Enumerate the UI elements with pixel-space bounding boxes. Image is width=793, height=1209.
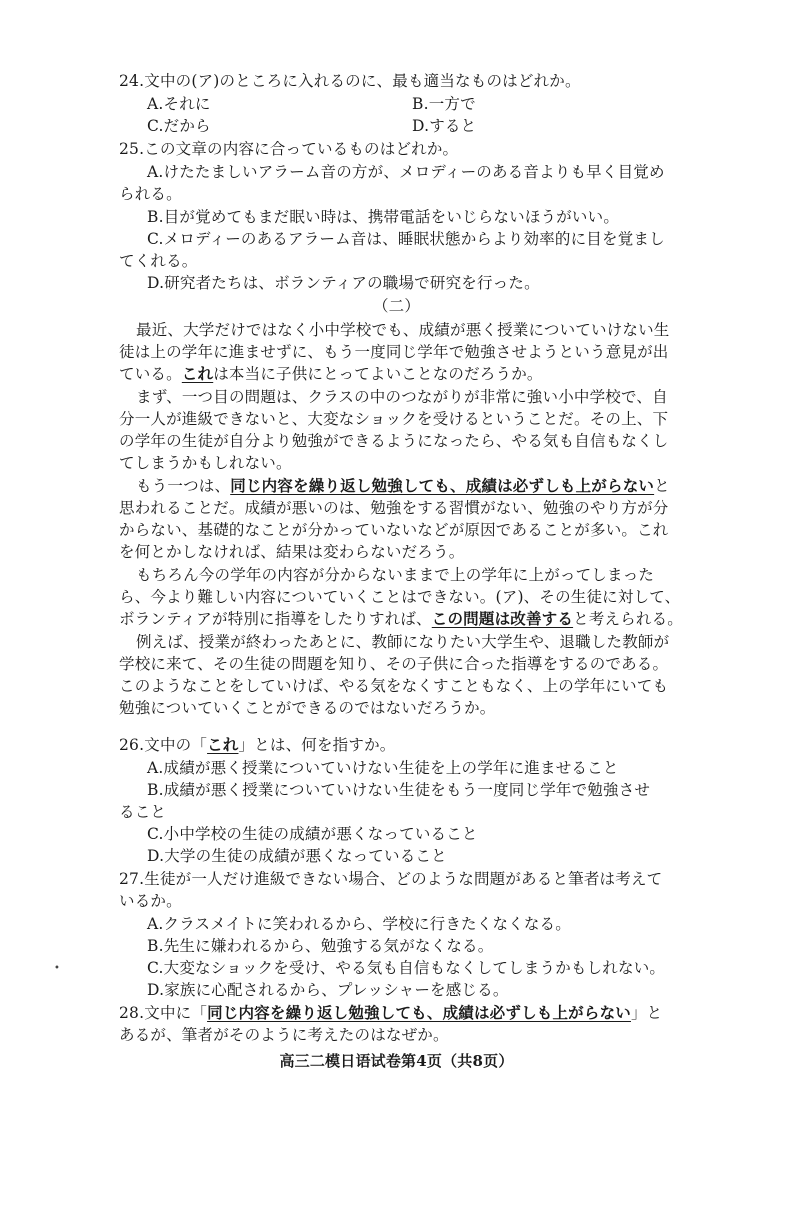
q25-option-d: D.研究者たちは、ボランティアの職場で研究を行った。 xyxy=(147,274,540,292)
passage-line xyxy=(119,608,683,630)
passage-line xyxy=(119,363,543,385)
q25-stem: 25.この文章の内容に合っているものはどれか。 xyxy=(119,140,459,158)
passage-line: 例えば、授業が終わったあとに、教師になりたい大学生や、退職した教師が xyxy=(136,633,670,651)
stray-mark: • xyxy=(54,963,60,974)
q28-stem xyxy=(119,1002,662,1024)
passage-text: もう一つは、 xyxy=(136,477,231,495)
passage-line: を何とかしなければ、結果は変わらないだろう。 xyxy=(119,543,465,561)
passage-line: ら、今より難しい内容についていくことはできない。(ア)、その生徒に対して、 xyxy=(119,588,681,606)
passage-line: 学校に来て、その生徒の問題を知り、その子供に合った指導をするのである。 xyxy=(119,655,669,673)
passage-text: ボランティアが特別に指導をしたりすれば、 xyxy=(119,610,432,628)
page-footer: 高三二模日语试卷第4页（共8页） xyxy=(279,1052,514,1070)
passage-text: は本当に子供にとってよいことなのだろうか。 xyxy=(213,365,543,383)
q24-stem: 24.文中の(ア)のところに入れるのに、最も適当なものはどれか。 xyxy=(119,72,581,90)
q25-option-c-cont: てくれる。 xyxy=(119,252,198,270)
passage-line xyxy=(136,475,670,497)
passage-line: 最近、大学だけではなく小中学校でも、成績が悪く授業についていけない生 xyxy=(136,321,670,339)
q27-option-d: D.家族に心配されるから、プレッシャーを感じる。 xyxy=(147,981,509,999)
q24-option-b: B.一方で xyxy=(412,95,476,113)
passage-line: 勉強についていくことができるのではないだろうか。 xyxy=(119,699,496,717)
passage-line: からない、基礎的なことが分かっていないなどが原因であることが多い。これ xyxy=(119,521,669,539)
underlined-kore: これ xyxy=(207,735,239,754)
q28-stem-text: 」と xyxy=(630,1004,663,1022)
q25-option-b: B.目が覚めてもまだ眠い時は、携帯電話をいじらないほうがいい。 xyxy=(147,208,620,226)
passage-line: 分一人が進級できないと、大変なショックを受けるということだ。その上、下 xyxy=(119,410,669,428)
q26-option-d: D.大学の生徒の成績が悪くなっていること xyxy=(147,847,447,865)
q27-option-a: A.クラスメイトに笑われるから、学校に行きたくなくなる。 xyxy=(147,915,571,933)
underlined-phrase: 同じ内容を繰り返し勉強しても、成績は必ずしも上がらない xyxy=(207,1003,631,1022)
q28-stem-cont: あるが、筆者がそのように考えたのはなぜか。 xyxy=(119,1026,449,1044)
underlined-phrase: この問題は改善する xyxy=(431,609,574,628)
passage-line: まず、一つ目の問題は、クラスの中のつながりが非常に強い小中学校で、自 xyxy=(136,388,668,406)
q27-stem-cont: いるか。 xyxy=(119,892,182,910)
q27-option-b: B.先生に嫌われるから、勉強する気がなくなる。 xyxy=(147,937,494,955)
q25-option-a: A.けたたましいアラーム音の方が、メロディーのある音よりも早く目覚め xyxy=(147,163,665,181)
passage-line: の学年の生徒が自分より勉強ができるようになったら、やる気も自信もなくし xyxy=(119,432,669,450)
passage-line: もちろん今の学年の内容が分からないままで上の学年に上がってしまった xyxy=(136,566,655,584)
q26-stem-text: 」とは、何を指すか。 xyxy=(238,736,396,754)
q26-option-b: B.成績が悪く授業についていけない生徒をもう一度同じ学年で勉強させ xyxy=(147,781,651,799)
q26-option-c: C.小中学校の生徒の成績が悪くなっていること xyxy=(147,825,478,843)
q25-option-c: C.メロディーのあるアラーム音は、睡眠状態からより効率的に目を覚まし xyxy=(147,230,665,248)
q25-option-a-cont: られる。 xyxy=(119,185,182,203)
q27-stem: 27.生徒が一人だけ進級できない場合、どのような問題があると筆者は考えて xyxy=(119,870,663,888)
underlined-phrase: 同じ内容を繰り返し勉強しても、成績は必ずしも上がらない xyxy=(230,476,655,495)
section-title: （二） xyxy=(372,297,421,315)
passage-text: と考えられる。 xyxy=(573,610,683,628)
q24-option-c: C.だから xyxy=(147,117,211,135)
passage-text: ている。 xyxy=(119,365,182,383)
q26-option-a: A.成績が悪く授業についていけない生徒を上の学年に進ませること xyxy=(147,759,619,777)
q26-option-b-cont: ること xyxy=(119,803,167,821)
passage-line: このようなことをしていけば、やる気をなくすこともなく、上の学年にいても xyxy=(119,677,669,695)
q26-stem xyxy=(119,734,395,756)
q24-option-a: A.それに xyxy=(147,95,211,113)
underlined-kore: これ xyxy=(181,364,214,383)
q28-stem-text: 28.文中に「 xyxy=(119,1004,208,1022)
passage-line: 思われることだ。成績が悪いのは、勉強をする習慣がない、勉強のやり方が分 xyxy=(119,499,669,517)
passage-line: てしまうかもしれない。 xyxy=(119,454,292,472)
passage-text: と xyxy=(654,477,670,495)
q26-stem-text: 26.文中の「 xyxy=(119,736,208,754)
passage-line: 徒は上の学年に進ませずに、もう一度同じ学年で勉強させようという意見が出 xyxy=(119,343,669,361)
q24-option-d: D.すると xyxy=(412,117,477,135)
q27-option-c: C.大変なショックを受け、やる気も自信もなくしてしまうかもしれない。 xyxy=(147,959,666,977)
